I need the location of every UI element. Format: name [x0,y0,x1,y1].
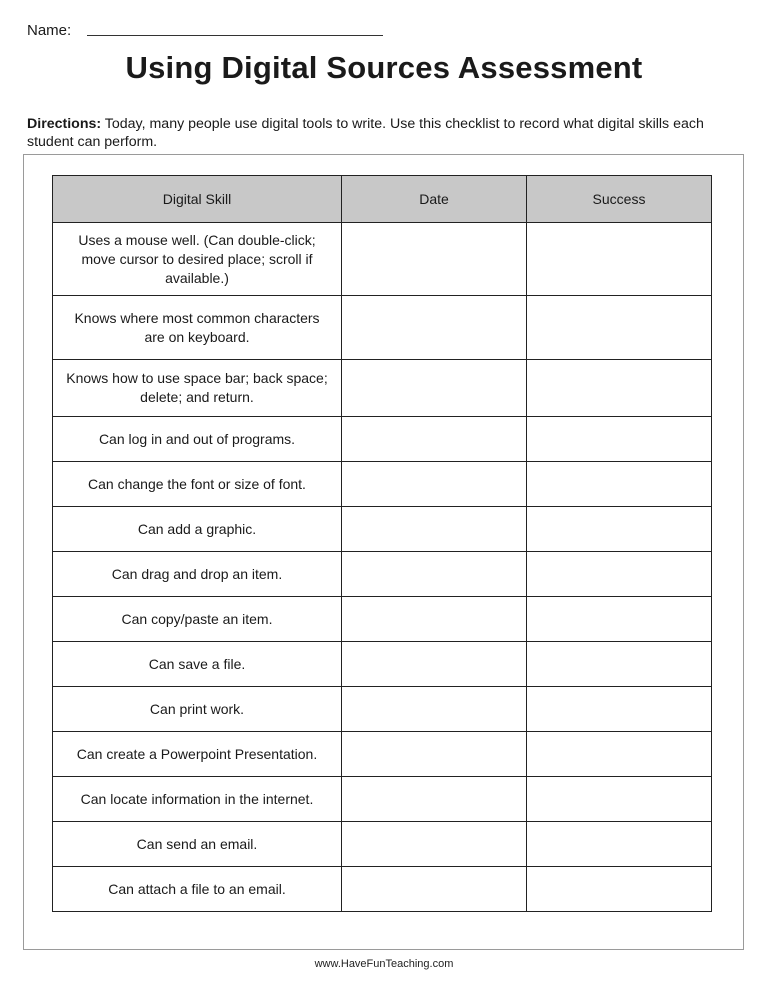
skill-cell: Can log in and out of programs. [53,417,342,462]
date-cell[interactable] [342,822,527,867]
success-cell[interactable] [527,822,712,867]
header-success: Success [527,176,712,223]
date-cell[interactable] [342,223,527,296]
table-row [53,642,712,687]
success-cell[interactable] [527,867,712,912]
name-line[interactable] [87,34,383,36]
directions-text: Today, many people use digital tools to write. Use this checklist to record what digital skills each student can perform. [27,116,704,150]
skill-cell: Can change the font or size of font. [53,462,342,507]
date-cell[interactable] [342,462,527,507]
header-date: Date [342,176,527,223]
table-row [53,417,712,462]
page-title: Using Digital Sources Assessment [125,50,643,85]
table-header-row [53,176,712,223]
skill-cell: Can send an email. [53,822,342,867]
date-cell[interactable] [342,732,527,777]
success-cell[interactable] [527,642,712,687]
table-row [53,597,712,642]
footer-website: www.HaveFunTeaching.com [314,958,454,970]
skill-cell: Can attach a file to an email. [53,867,342,912]
table-row [53,867,712,912]
date-cell[interactable] [342,687,527,732]
date-cell[interactable] [342,417,527,462]
date-cell[interactable] [342,296,527,360]
name-label: Name: [27,22,72,39]
date-cell[interactable] [342,597,527,642]
success-cell[interactable] [527,296,712,360]
table-row [53,552,712,597]
date-cell[interactable] [342,552,527,597]
name-row [27,22,383,39]
table-row [53,223,712,296]
table-row [53,360,712,417]
success-cell[interactable] [527,507,712,552]
table-row [53,777,712,822]
success-cell[interactable] [527,597,712,642]
table-row [53,462,712,507]
success-cell[interactable] [527,687,712,732]
date-cell[interactable] [342,642,527,687]
skills-checklist-table [52,175,712,912]
skill-cell: Can create a Powerpoint Presentation. [53,732,342,777]
skill-cell: Can print work. [53,687,342,732]
skill-cell: Can add a graphic. [53,507,342,552]
success-cell[interactable] [527,462,712,507]
success-cell[interactable] [527,360,712,417]
skill-cell: Can copy/paste an item. [53,597,342,642]
directions [27,115,747,151]
skill-cell: Can drag and drop an item. [53,552,342,597]
success-cell[interactable] [527,417,712,462]
date-cell[interactable] [342,777,527,822]
date-cell[interactable] [342,507,527,552]
header-digital-skill: Digital Skill [53,176,342,223]
table-row [53,732,712,777]
table-row [53,507,712,552]
table-row [53,822,712,867]
skill-cell: Can locate information in the internet. [53,777,342,822]
success-cell[interactable] [527,732,712,777]
success-cell[interactable] [527,223,712,296]
skills-table-body [53,223,712,912]
skill-cell: Knows how to use space bar; back space; delete; and return. [53,360,342,417]
date-cell[interactable] [342,867,527,912]
table-row [53,296,712,360]
directions-label: Directions: [27,116,102,132]
success-cell[interactable] [527,777,712,822]
skill-cell: Knows where most common characters are on keyboard. [53,296,342,360]
success-cell[interactable] [527,552,712,597]
skill-cell: Can save a file. [53,642,342,687]
table-row [53,687,712,732]
date-cell[interactable] [342,360,527,417]
skill-cell: Uses a mouse well. (Can double-click; move cursor to desired place; scroll if available.) [53,223,342,296]
